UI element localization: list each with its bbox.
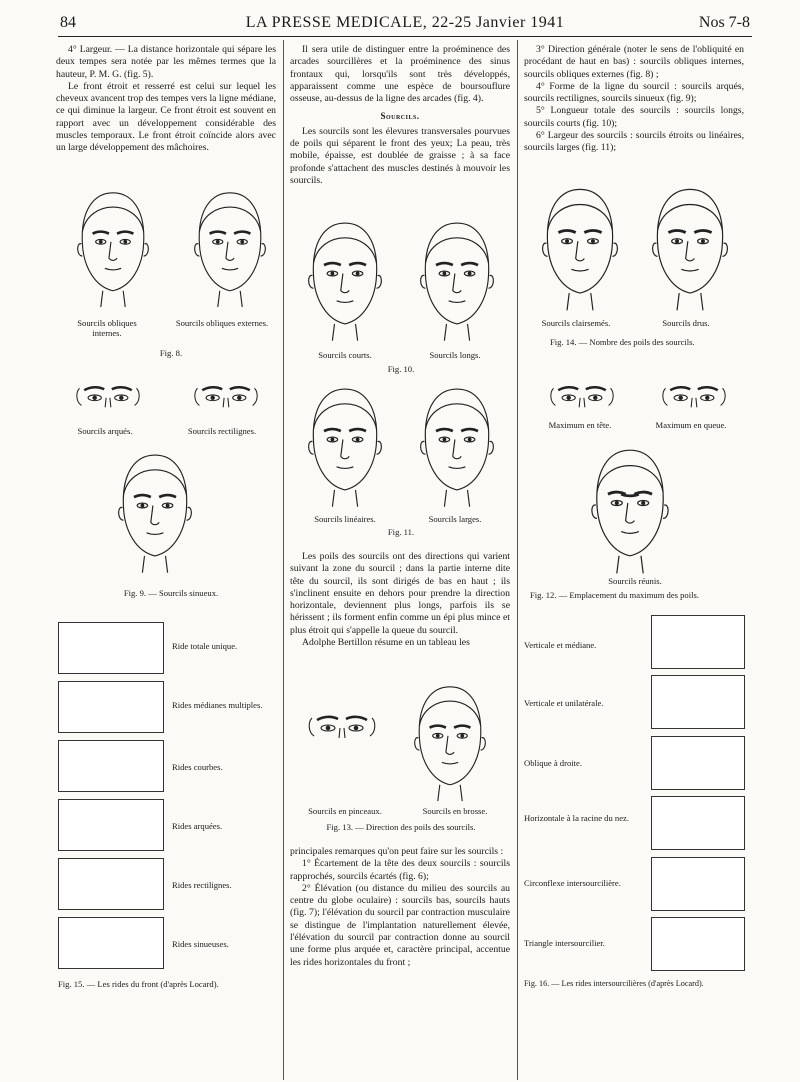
fig9-illustration	[100, 448, 210, 578]
fig14-caption: Fig. 14. — Nombre des poils des sourcils.	[550, 337, 695, 347]
fig11-illustration	[290, 378, 512, 516]
face-oblique-externes	[195, 193, 266, 307]
section-heading-sourcils: Sourcils.	[380, 111, 420, 122]
eyes-maximum-tete	[551, 387, 613, 407]
face-sourcils-larges	[421, 389, 494, 507]
inter-panel-3	[651, 736, 745, 790]
fig8-label-b: Sourcils obliques externes.	[175, 318, 269, 328]
col3-text-top	[524, 44, 744, 155]
fig8-illustration	[58, 178, 284, 318]
ride-label-5: Rides rectilignes.	[172, 880, 232, 890]
fig10-illustration	[290, 208, 512, 352]
ride-panel-5	[58, 858, 164, 910]
face-sourcils-reunis	[592, 450, 668, 573]
fig12-illustration	[570, 442, 690, 578]
fig16-caption: Fig. 16. — Les rides intersourcilières (d'après Locard).	[524, 979, 704, 988]
fig14-label-b: Sourcils drus.	[662, 318, 710, 328]
brows-label-b: Sourcils rectilignes.	[187, 426, 257, 436]
ride-panel-6	[58, 917, 164, 969]
brows-illustration	[58, 372, 284, 420]
fig8-label-a: Sourcils obliques internes.	[77, 318, 137, 338]
header-rule	[58, 36, 752, 37]
paragraph-front-etroit: Le front étroit et resserré est celui sur lequel les cheveux avancent trop des tempes vers la ligne médiane, ce qui diminue la largeur. Ce front étroit est souvent en rapport avec un développement considérable des muscles temporaux. Le front étroit coïncide alors avec un large développement des mâchoires.	[56, 80, 276, 154]
fig8-caption: Fig. 8.	[159, 348, 183, 358]
inter-label-4: Horizontale à la racine du nez.	[524, 813, 629, 823]
fig14-illustration	[524, 180, 746, 316]
paragraph-largeur: 4° Largeur. — La distance horizontale qui sépare les deux tempes sera notée par les mêmes termes que la hauteur, P. M. G. (fig. 5).	[56, 44, 276, 80]
inter-label-6: Triangle intersourcilier.	[524, 938, 605, 948]
ride-panel-2	[58, 681, 164, 733]
eyes-maximum-queue	[663, 387, 725, 407]
page-number: 84	[60, 14, 76, 31]
inter-label-5: Circonflexe intersourcilière.	[524, 878, 621, 888]
face-brosse	[415, 687, 486, 801]
fig13-caption: Fig. 13. — Direction des poils des sourcils.	[326, 822, 476, 832]
ride-label-2: Rides médianes multiples.	[172, 700, 263, 710]
face-sourcils-lineaires	[309, 389, 382, 507]
inter-label-1: Verticale et médiane.	[524, 640, 597, 650]
ride-panel-4	[58, 799, 164, 851]
fig10-caption: Fig. 10.	[387, 364, 415, 374]
fig10-label-b: Sourcils longs.	[429, 350, 481, 360]
fig14-label-a: Sourcils clairsemés.	[541, 318, 611, 328]
inter-panel-5	[651, 857, 745, 911]
brows-label-a: Sourcils arqués.	[77, 426, 133, 436]
face-sinueux	[119, 455, 192, 573]
inter-panel-1	[651, 615, 745, 669]
column-rule-2	[517, 40, 518, 1080]
paragraph-forme: 4° Forme de la ligne du sourcil : sourcils arqués, sourcils rectilignes, sourcils sinueux (fig. 9);	[524, 80, 744, 105]
paragraph-direction-generale: 3° Direction générale (noter le sens de l'obliquité en procédant de haut en bas) : sourcils obliques internes, sourcils obliques externes (fig. 8) ;	[524, 44, 744, 80]
face-oblique-internes	[78, 193, 149, 307]
ride-panel-3	[58, 740, 164, 792]
face-sourcils-longs	[421, 223, 494, 341]
col2-text-mid	[290, 551, 510, 649]
fig13-label-a: Sourcils en pinceaux.	[308, 806, 382, 816]
eyes-pinceaux	[309, 717, 375, 738]
paragraph-sourcils: Les sourcils sont les élevures transversales pourvues de poils qui séparent le front des yeux; La peau, très mobile, épaisse, est doublée de graisse ; à sa face profonde s'attachent des muscles destinés à mouvoir les sourcils.	[290, 125, 510, 186]
ride-label-3: Rides courbes.	[172, 762, 223, 772]
paragraph-bertillon: Adolphe Bertillon résume en un tableau les	[302, 637, 470, 649]
maximum-illustration	[524, 372, 746, 416]
max-label-a: Maximum en tête.	[548, 420, 612, 430]
col2-text-top	[290, 44, 510, 187]
paragraph-principales: principales remarques qu'on peut faire sur les sourcils :	[290, 846, 504, 857]
paragraph-ecartement: 1° Écartement de la tête des deux sourcils : sourcils rapprochés, sourcils écartés (fig. 6);	[290, 858, 510, 882]
fig9-caption: Fig. 9. — Sourcils sinueux.	[123, 588, 219, 598]
ride-label-6: Rides sinueuses.	[172, 939, 229, 949]
fig13-illustration	[290, 678, 512, 804]
page-header	[60, 14, 750, 36]
col2-text-bottom	[290, 846, 510, 969]
paragraph-elevation: 2° Élévation (ou distance du milieu des sourcils au centre du globe oculaire) : sourcils bas, sourcils hauts (fig. 7); l'élévation du sourcil par contraction musculaire se distingue de l'implantation naturellement élevée, l'élévation du sourcil par contraction donne au sourcil une forme plus arquée et, caractère principal, accentue les rides horizontales du front ;	[290, 882, 510, 968]
eyes-rectilignes	[195, 387, 257, 407]
fig12-caption: Fig. 12. — Emplacement du maximum des poils.	[530, 590, 699, 600]
journal-title: LA PRESSE MEDICALE, 22-25 Janvier 1941	[245, 14, 565, 31]
ride-panel-1	[58, 622, 164, 674]
fig15-caption: Fig. 15. — Les rides du front (d'après Locard).	[58, 979, 219, 989]
inter-panel-2	[651, 675, 745, 729]
col1-text-top	[56, 44, 276, 155]
eyes-arques	[77, 387, 139, 407]
ride-label-1: Ride totale unique.	[172, 641, 238, 651]
max-label-b: Maximum en queue.	[655, 420, 727, 430]
issue-number: Nos 7-8	[698, 14, 750, 31]
fig11-label-a: Sourcils linéaires.	[314, 514, 376, 524]
inter-label-3: Oblique à droite.	[524, 758, 582, 768]
inter-label-2: Verticale et unilatérale.	[524, 698, 604, 708]
face-drus	[653, 189, 728, 310]
fig10-label-a: Sourcils courts.	[318, 350, 372, 360]
face-sourcils-courts	[309, 223, 382, 341]
fig11-caption: Fig. 11.	[387, 527, 415, 537]
fig13-label-b: Sourcils en brosse.	[422, 806, 488, 816]
ride-label-4: Rides arquées.	[172, 821, 223, 831]
paragraph-proeminence: Il sera utile de distinguer entre la proéminence des arcades sourcillères et la proéminence des sinus frontaux qui, lorsqu'ils sont très développés, apparaissent comme une espèce de boursouflure osseuse, au-dessus de la ligne des arcades (fig. 4).	[290, 44, 510, 105]
paragraph-longueur: 5° Longueur totale des sourcils : sourcils longs, sourcils courts (fig. 10);	[524, 105, 744, 129]
paragraph-largeur-sourcils: 6° Largeur des sourcils : sourcils étroits ou linéaires, sourcils larges (fig. 11);	[524, 130, 744, 154]
fig12-label: Sourcils réunis.	[608, 576, 662, 586]
inter-panel-6	[651, 917, 745, 971]
face-clairsemes	[543, 189, 618, 310]
paragraph-directions: Les poils des sourcils ont des directions qui varient suivant la zone du sourcil ; dans la partie interne dite tête du sourcil, ils sont dirigés de bas en haut ; ils s'inclinent ensuite en dehors pour prendre la direction horizontale, deviennent plus longs, parfois ils se hérissent ; ils forment enfin comme un épi plus mince et plus étroit qui s'appelle la queue du sourcil.	[290, 551, 510, 636]
fig11-label-b: Sourcils larges.	[428, 514, 482, 524]
inter-panel-4	[651, 796, 745, 850]
